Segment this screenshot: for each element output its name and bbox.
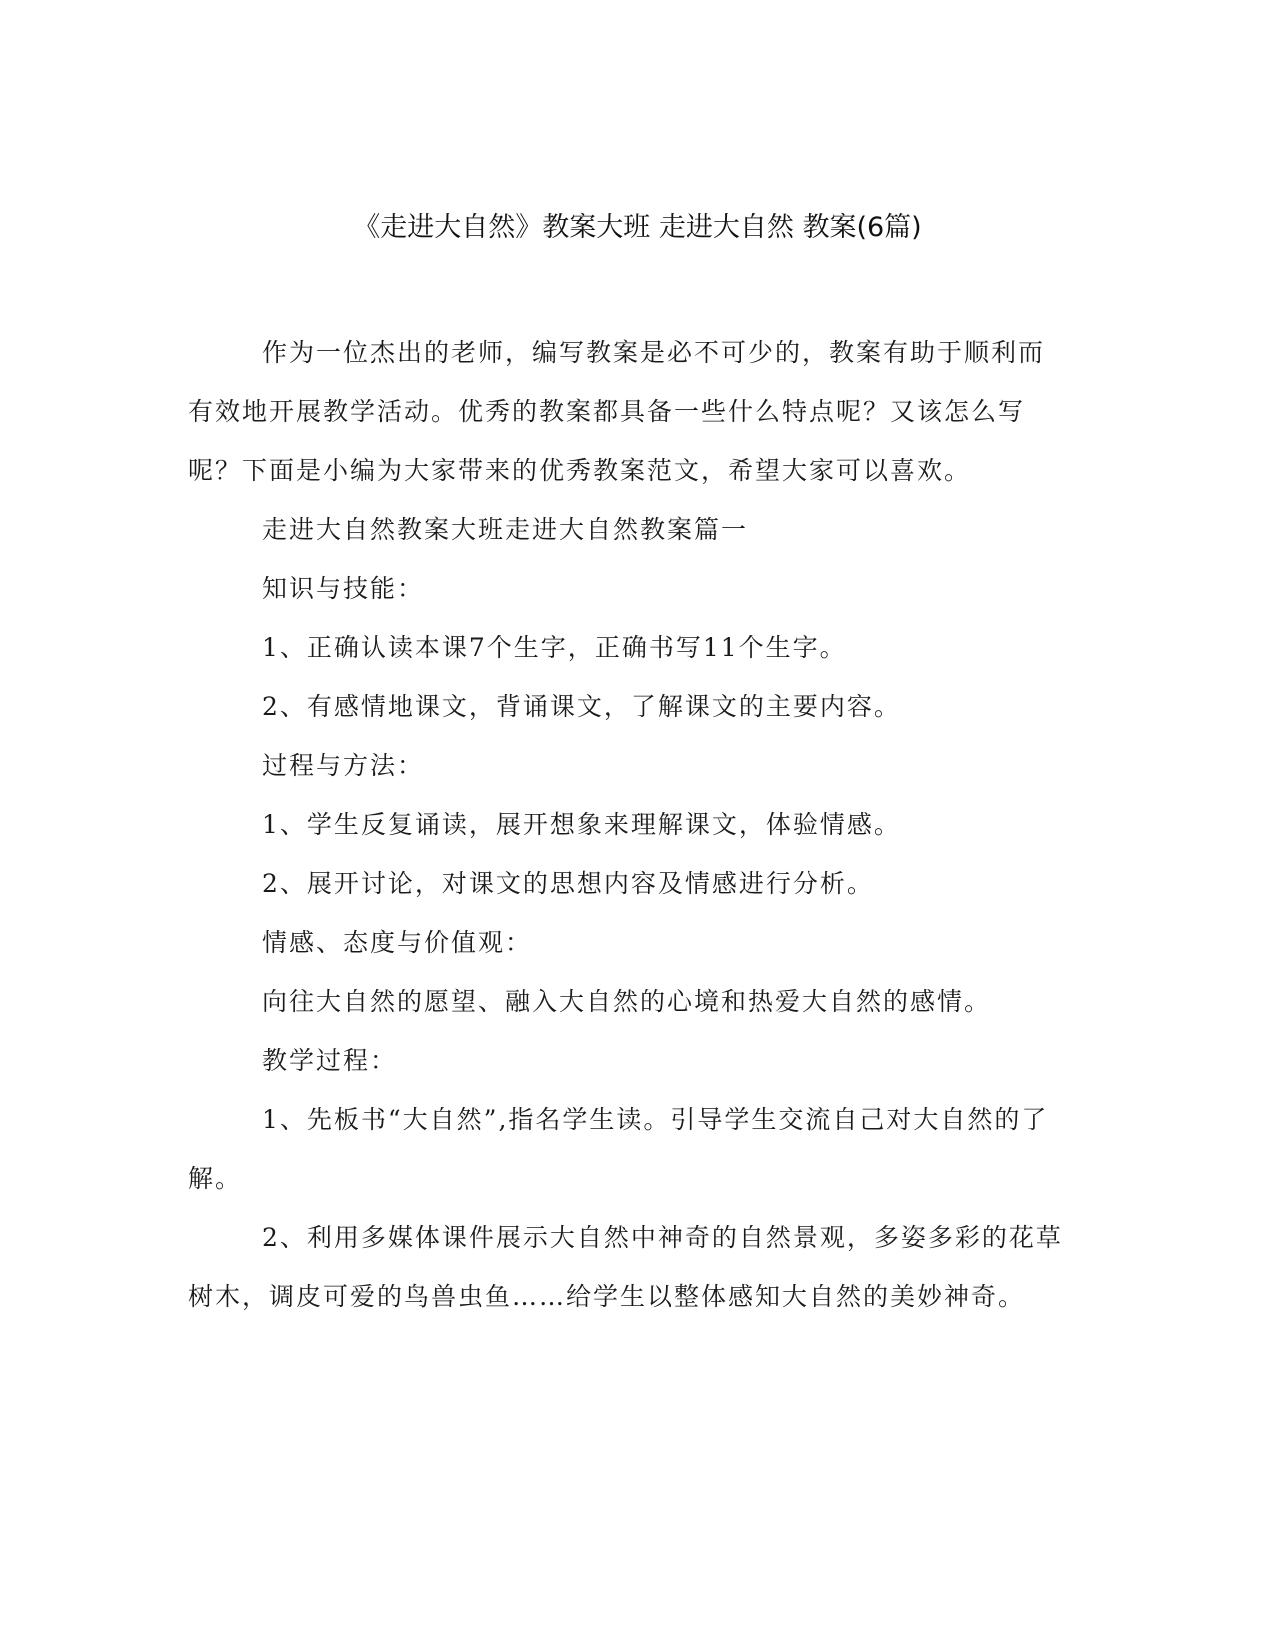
document-title: 《走进大自然》教案大班 走进大自然 教案(6篇) bbox=[353, 212, 922, 243]
subheading-teaching-process: 教学过程： bbox=[262, 1046, 398, 1075]
body-paragraph: 向往大自然的愿望、融入大自然的心境和热爱大自然的感情。 bbox=[262, 987, 992, 1016]
list-item: 1、先板书“大自然”,指名学生读。引导学生交流自己对大自然的了解。 bbox=[188, 1105, 1049, 1193]
list-item: 2、利用多媒体课件展示大自然中神奇的自然景观，多姿多彩的花草树木，调皮可爱的鸟兽虫鱼……给学生以整体感知大自然的美妙神奇。 bbox=[188, 1223, 1063, 1311]
list-item: 1、学生反复诵读，展开想象来理解课文，体验情感。 bbox=[262, 810, 901, 839]
list-item: 2、有感情地课文，背诵课文，了解课文的主要内容。 bbox=[262, 692, 901, 721]
intro-paragraph: 作为一位杰出的老师，编写教案是必不可少的，教案有助于顺利而有效地开展教学活动。优秀的教案都具备一些什么特点呢？又该怎么写呢？下面是小编为大家带来的优秀教案范文，希望大家可以喜欢。 bbox=[188, 338, 1046, 485]
subheading-process-method: 过程与方法： bbox=[262, 751, 425, 780]
section-heading: 走进大自然教案大班走进大自然教案篇一 bbox=[262, 515, 749, 544]
document-body bbox=[188, 323, 1068, 1326]
subheading-knowledge-skills: 知识与技能： bbox=[262, 574, 425, 603]
list-item: 2、展开讨论，对课文的思想内容及情感进行分析。 bbox=[262, 869, 874, 898]
list-item: 1、正确认读本课7个生字，正确书写11个生字。 bbox=[262, 633, 847, 662]
subheading-emotion-values: 情感、态度与价值观： bbox=[262, 928, 533, 957]
